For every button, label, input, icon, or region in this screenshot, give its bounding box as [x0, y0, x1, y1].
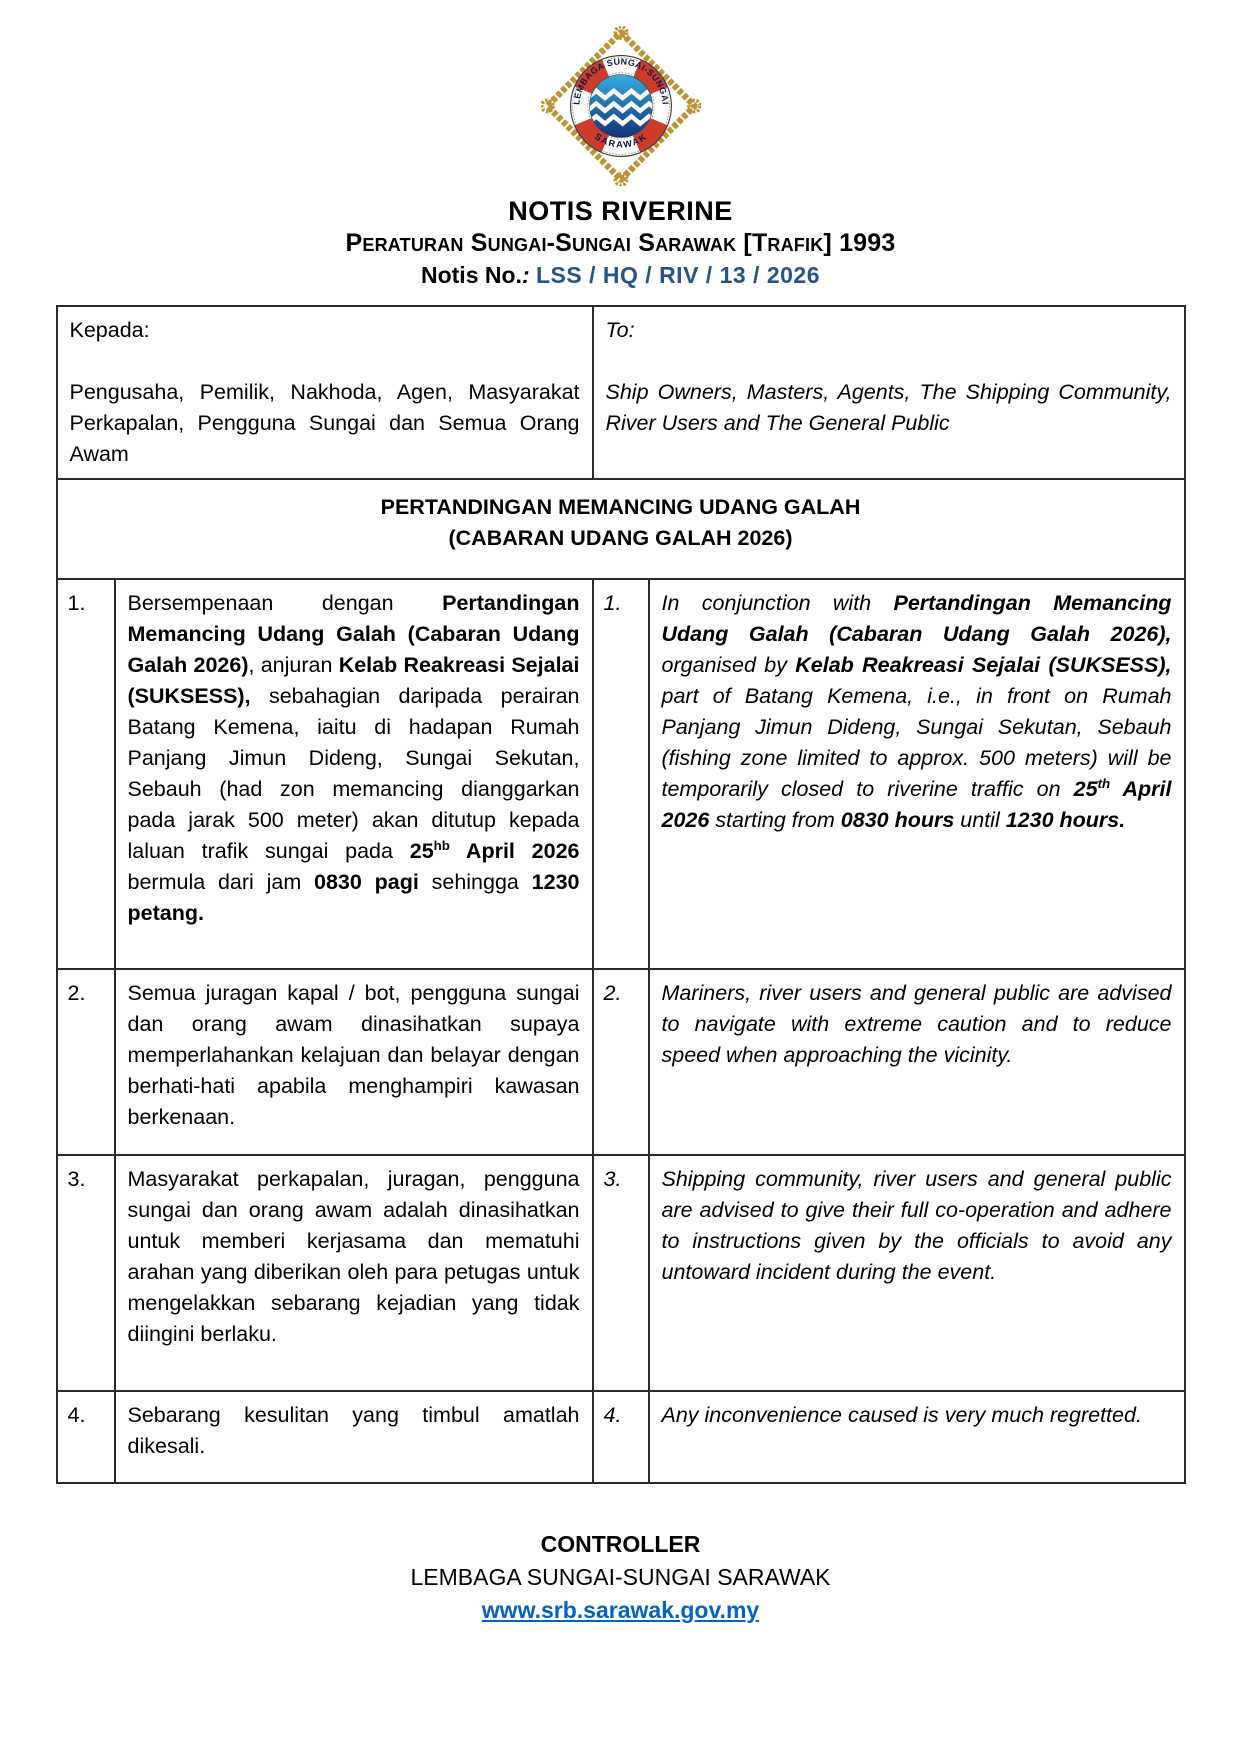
notice-number-separator: :	[521, 262, 530, 288]
addressee-malay-label: Kepada:	[69, 318, 150, 342]
agency-logo	[541, 26, 701, 186]
item-2-english-text: Mariners, river users and general public are advised to navigate with extreme caution and to reduce speed when approaching the vicinity.	[649, 969, 1185, 1155]
item-row-2	[57, 969, 1185, 1155]
notice-table	[56, 305, 1186, 1484]
item-4-english-text: Any inconvenience caused is very much regretted.	[649, 1391, 1185, 1483]
item-1-malay-text: Bersempenaan dengan Pertandingan Memancing Udang Galah (Cabaran Udang Galah 2026), anjuran Kelab Reakreasi Sejalai (SUKSESS), sebahagian daripada perairan Batang Kemena, iaitu di hadapan Rumah Panjang Jimun Dideng, Sungai Sekutan, Sebauh (had zon memancing dianggarkan pada jarak 500 meter) akan ditutup kepada laluan trafik sungai pada $25^{hb}$ April 2026 bermula dari jam 0830 pagi sehingga 1230 petang.	[115, 579, 593, 969]
logo-bottom-text: SARAWAK	[592, 131, 649, 150]
document-title: NOTIS RIVERINE	[508, 196, 733, 226]
item-3-malay-text: Masyarakat perkapalan, juragan, pengguna sungai dan orang awam adalah dinasihatkan untuk memberi kerjasama dan mematuhi arahan yang diberikan oleh para petugas untuk mengelakkan sebarang kejadian yang tidak diingini berlaku.	[115, 1155, 593, 1391]
item-1-english-text: In conjunction with Pertandingan Memancing Udang Galah (Cabaran Udang Galah 2026), organised by Kelab Reakreasi Sejalai (SUKSESS), part of Batang Kemena, i.e., in front on Rumah Panjang Jimun Dideng, Sungai Sekutan, Sebauh (fishing zone limited to approx. 500 meters) will be temporarily closed to riverine traffic on 25th April 2026 starting from 0830 hours until 1230 hours.	[649, 579, 1185, 969]
organisation-name: LEMBAGA SUNGAI-SUNGAI SARAWAK	[410, 1564, 831, 1590]
item-row-4	[57, 1391, 1185, 1483]
addressee-malay-body: Pengusaha, Pemilik, Nakhoda, Agen, Masyarakat Perkapalan, Pengguna Sungai dan Semua Orang Awam	[69, 380, 580, 466]
logo-top-text: LEMBAGA SUNGAI-SUNGAI	[570, 56, 671, 106]
website-link[interactable]: www.srb.sarawak.gov.my	[481, 1597, 760, 1623]
item-row-1	[57, 579, 1185, 969]
notice-number-value: LSS / HQ / RIV / 13 / 2026	[536, 262, 821, 288]
addressee-english-cell	[593, 306, 1185, 479]
addressee-row	[57, 306, 1185, 479]
notice-number-label: Notis No.	[420, 262, 522, 288]
item-4-number-english: 4.	[593, 1391, 649, 1483]
event-title-cell	[57, 479, 1185, 579]
event-title-row	[57, 479, 1185, 579]
item-row-3	[57, 1155, 1185, 1391]
event-title-line1: PERTANDINGAN MEMANCING UDANG GALAH	[380, 495, 861, 519]
item-4-malay-text: Sebarang kesulitan yang timbul amatlah dikesali.	[115, 1391, 593, 1483]
addressee-malay-cell	[57, 306, 593, 479]
signatory-title: CONTROLLER	[540, 1531, 701, 1557]
item-2-number-malay: 2.	[57, 969, 115, 1155]
item-2-malay-text: Semua juragan kapal / bot, pengguna sungai dan orang awam dinasihatkan supaya memperlahankan kelajuan dan belayar dengan berhati-hati apabila menghampiri kawasan berkenaan.	[115, 969, 593, 1155]
signature-block	[0, 1528, 1241, 1627]
lifebuoy-logo-icon	[541, 26, 701, 186]
item-3-english-text: Shipping community, river users and general public are advised to give their full co-operation and adhere to instructions given by the officials to avoid any untoward incident during the event.	[649, 1155, 1185, 1391]
addressee-english-label: To:	[605, 318, 635, 342]
event-title-line2: (CABARAN UDANG GALAH 2026)	[448, 526, 793, 550]
item-3-number-english: 3.	[593, 1155, 649, 1391]
item-1-number-english: 1.	[593, 579, 649, 969]
notice-number-line	[0, 262, 1241, 289]
addressee-english-body: Ship Owners, Masters, Agents, The Shipping Community, River Users and The General Public	[605, 380, 1172, 435]
document-subtitle: Peraturan Sungai-Sungai Sarawak [Trafik] 1993	[345, 229, 896, 257]
item-4-number-malay: 4.	[57, 1391, 115, 1483]
item-2-number-english: 2.	[593, 969, 649, 1155]
item-3-number-malay: 3.	[57, 1155, 115, 1391]
item-1-number-malay: 1.	[57, 579, 115, 969]
